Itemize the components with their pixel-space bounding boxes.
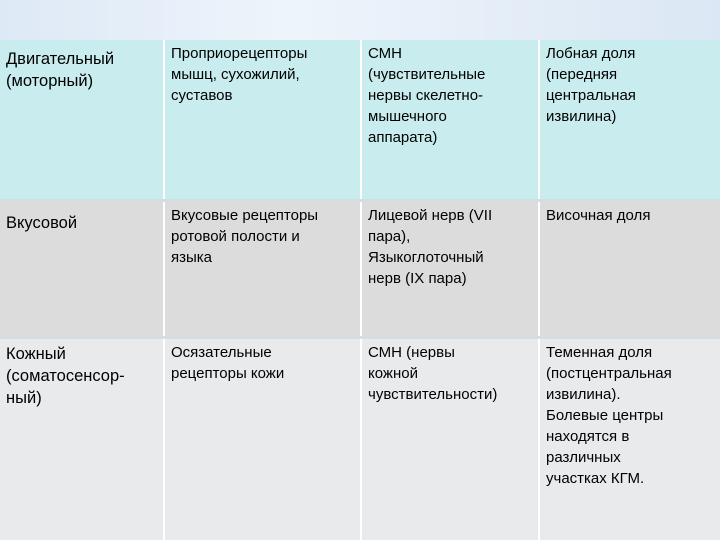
analyzer-name-cell: Кожный (соматосенсор- ный) xyxy=(0,337,164,540)
nerve-cell: СМН (нервы кожной чувствительности) xyxy=(361,337,539,540)
table-row-skin xyxy=(0,337,720,540)
analyzer-name-cell: Вкусовой xyxy=(0,200,164,337)
receptors-cell: Осязательные рецепторы кожи xyxy=(164,337,361,540)
cortex-cell: Лобная доля (передняя центральная извилина) xyxy=(539,40,720,200)
receptors-cell: Вкусовые рецепторы ротовой полости и языка xyxy=(164,200,361,337)
cortex-cell: Височная доля xyxy=(539,200,720,337)
analyzer-table xyxy=(0,40,720,540)
table-row-motor xyxy=(0,40,720,200)
cortex-cell: Теменная доля (постцентральная извилина). Болевые центры находятся в различных участках КГМ. xyxy=(539,337,720,540)
receptors-cell: Проприорецепторы мышц, сухожилий, суставов xyxy=(164,40,361,200)
nerve-cell: СМН (чувствительные нервы скелетно- мышечного аппарата) xyxy=(361,40,539,200)
nerve-cell: Лицевой нерв (VII пара), Языкоглоточный нерв (IX пара) xyxy=(361,200,539,337)
table-row-taste xyxy=(0,200,720,337)
analyzer-name-cell: Двигательный (моторный) xyxy=(0,40,164,200)
slide-background xyxy=(0,0,720,40)
